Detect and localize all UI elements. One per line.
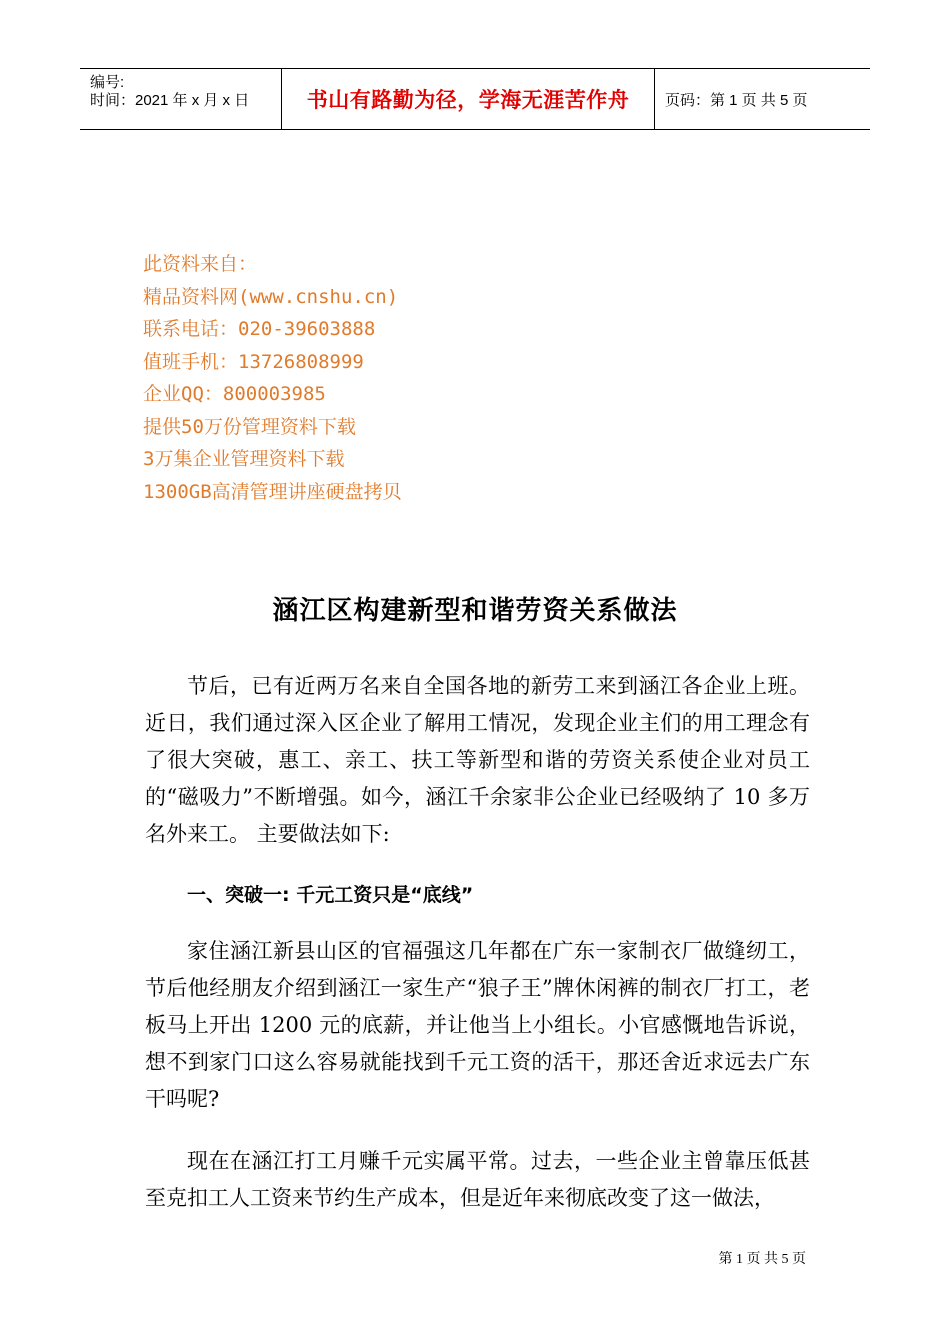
body-paragraph: 家住涵江新县山区的官福强这几年都在广东一家制衣厂做缝纫工，节后他经朋友介绍到涵江一家生产“狼子王”牌休闲裤的制衣厂打工，老板马上开出 1200 元的底薪，并让他当上小组长。小官感慨地告诉说，想不到家门口这么容易就能找到千元工资的活干，那还舍近求远去广东干吗呢? [145,939,810,1111]
source-line: 3万集企业管理资料下载 [143,448,345,470]
header-left-cell [80,69,280,129]
source-line: 精品资料网(www.cnshu.cn) [143,285,399,308]
document-title: 涵江区构建新型和谐劳资关系做法 [272,596,678,626]
intro-paragraph: 节后，已有近两万名来自全国各地的新劳工来到涵江各企业上班。近日，我们通过深入区企业了解用工情况，发现企业主们的用工理念有了很大突破，惠工、亲工、扶工等新型和谐的劳资关系使企业对员工的“磁吸力”不断增强。如今，涵江千余家非公企业已经吸纳了 10 多万名外来工。 主要做法如下: [145,674,810,846]
document-date-label: 时间：2021 年 x 月 x 日 [90,92,250,109]
source-line: 联系电话：020-39603888 [143,318,376,340]
document-header [80,68,870,130]
source-line: 提供50万份管理资料下载 [143,415,356,438]
source-line: 1300GB高清管理讲座硬盘拷贝 [143,480,402,503]
source-line: 此资料来自： [143,253,258,275]
section-heading: 一、突破一: 千元工资只是“底线” [187,884,474,906]
header-motto: 书山有路勤为径，学海无涯苦作舟 [306,88,630,112]
source-info-block [143,248,763,508]
source-line: 值班手机：13726808999 [143,350,364,373]
header-page-cell [655,69,870,129]
page-footer: 第 1 页 共 5 页 [718,1252,806,1267]
header-motto-cell [281,69,655,129]
header-page-info: 页码：第 1 页 共 5 页 [665,91,808,109]
body-paragraph: 现在在涵江打工月赚千元实属平常。过去，一些企业主曾靠压低甚至克扣工人工资来节约生产成本，但是近年来彻底改变了这一做法， [145,1149,810,1210]
document-number-label: 编号: [90,74,125,91]
source-line: 企业QQ：800003985 [143,383,326,405]
